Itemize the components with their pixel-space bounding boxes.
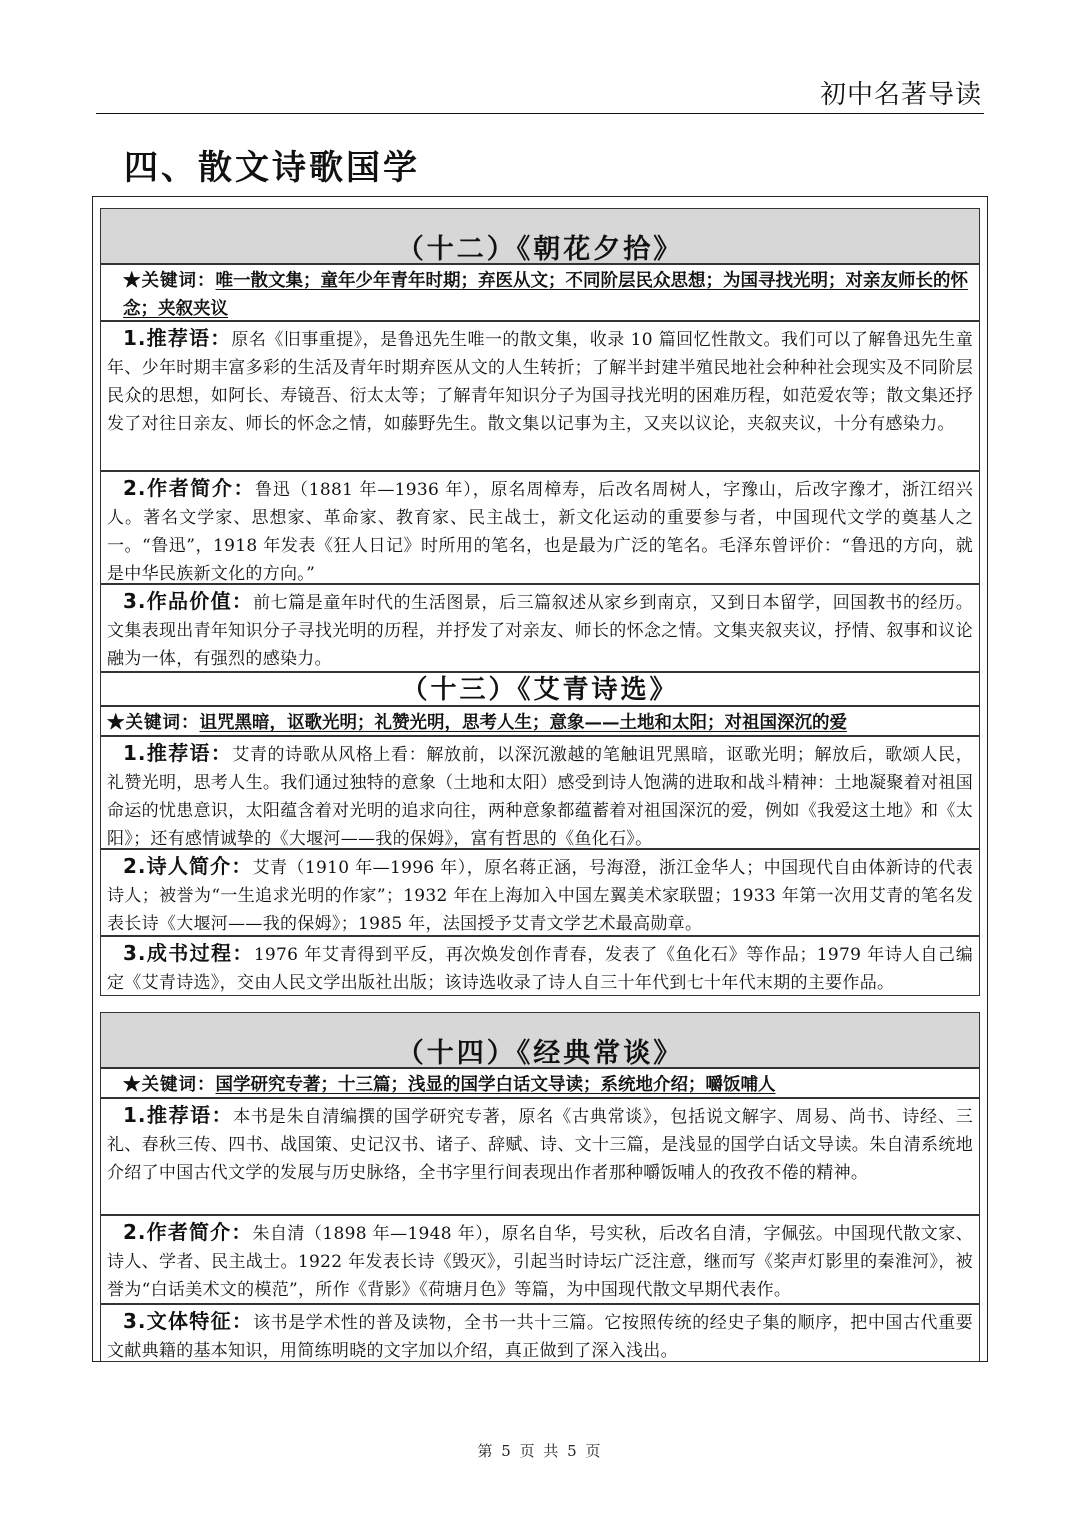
keywords-text: 国学研究专著；十三篇；浅显的国学白话文导读；系统地介绍；嚼饭哺人: [215, 1075, 776, 1095]
keywords-text: 唯一散文集；童年少年青年时期；弃医从文；不同阶层民众思想；为国寻找光明；对亲友师长的怀念；夹叙夹议: [123, 271, 968, 319]
item-text: 鲁迅（1881 年—1936 年），原名周樟寿，后改名周树人，字豫山，后改字豫才，浙江绍兴人。著名文学家、思想家、革命家、教育家、民主战士，新文化运动的重要参与者，中国现代文学的奠基人之一。“鲁迅”，1918 年发表《狂人日记》时所用的笔名，也是最为广泛的笔名。毛泽东曾评价：“鲁迅的方向，就是中华民族新文化的方向。”: [107, 480, 973, 584]
item-label: 3.文体特征：: [123, 1309, 254, 1333]
item-label: 3.作品价值：: [123, 589, 254, 613]
item-text: 1976 年艾青得到平反，再次焕发创作青春，发表了《鱼化石》等作品；1979 年诗人自己编定《艾青诗选》，交由人民文学出版社出版；该诗选收录了诗人自三十年代到七十年代末期的主要作品。: [107, 945, 973, 993]
header-title: 初中名著导读: [819, 80, 982, 110]
keywords-label: ★关键词：: [123, 1075, 216, 1095]
genre-row: [100, 1304, 980, 1362]
item-text: 前七篇是童年时代的生活图景，后三篇叙述从家乡到南京，又到日本留学，回国教书的经历。文集表现出青年知识分子寻找光明的历程，并抒发了对亲友、师长的怀念之情。文集夹叙夹议，抒情、叙事和议论融为一体，有强烈的感染力。: [107, 593, 973, 669]
item-label: 1.推荐语：: [123, 1103, 234, 1127]
item-label: 3.成书过程：: [123, 941, 254, 965]
section-title: 四、散文诗歌国学: [124, 148, 420, 188]
book-title: （十四）《经典常谈》: [100, 1012, 980, 1068]
item-text: 艾青（1910 年—1996 年），原名蒋正涵，号海澄，浙江金华人；中国现代自由体新诗的代表诗人；被誉为“一生追求光明的作家”；1932 年在上海加入中国左翼美术家联盟；1933 年第一次用艾青的笔名发表长诗《大堰河——我的保姆》；1985 年，法国授予艾青文学艺术最高勋章。: [107, 858, 973, 934]
item-text: 本书是朱自清编撰的国学研究专著，原名《古典常谈》，包括说文解字、周易、尚书、诗经、三礼、春秋三传、四书、战国策、史记汉书、诸子、辞赋、诗、文十三篇，是浅显的国学白话文导读。朱自清系统地介绍了中国古代文学的发展与历史脉络，全书字里行间表现出作者那种嚼饭哺人的孜孜不倦的精神。: [107, 1107, 973, 1183]
item-label: 2.作者简介：: [123, 1220, 253, 1244]
keywords-text: 诅咒黑暗，讴歌光明；礼赞光明，思考人生；意象——土地和太阳；对祖国深沉的爱: [199, 713, 847, 733]
page-footer: 第 5 页 共 5 页: [477, 1442, 603, 1460]
keywords-row: [100, 706, 980, 736]
recommendation-row: [100, 321, 980, 471]
author-row: [100, 1215, 980, 1304]
recommendation-row: [100, 736, 980, 849]
book-title: （十三）《艾青诗选》: [100, 672, 980, 706]
item-label: 1.推荐语：: [123, 741, 233, 765]
item-label: 2.作者简介：: [123, 476, 256, 500]
item-text: 艾青的诗歌从风格上看：解放前，以深沉激越的笔触诅咒黑暗，讴歌光明；解放后，歌颂人民，礼赞光明，思考人生。我们通过独特的意象（土地和太阳）感受到诗人饱满的进取和战斗精神：土地凝聚着对祖国命运的忧患意识，太阳蕴含着对光明的追求向往，两种意象都蕴蓄着对祖国深沉的爱，例如《我爱这土地》和《太阳》；还有感情诚挚的《大堰河——我的保姆》，富有哲思的《鱼化石》。: [107, 745, 973, 849]
value-row: [100, 584, 980, 672]
keywords-label: ★关键词：: [107, 713, 200, 733]
process-row: [100, 936, 980, 996]
recommendation-row: [100, 1098, 980, 1215]
item-text: 朱自清（1898 年—1948 年），原名自华，号实秋，后改名自清，字佩弦。中国现代散文家、诗人、学者、民主战士。1922 年发表长诗《毁灭》，引起当时诗坛广泛注意，继而写《桨声灯影里的秦淮河》，被誉为“白话美术文的模范”，所作《背影》《荷塘月色》等篇，为中国现代散文早期代表作。: [107, 1224, 973, 1300]
item-label: 2.诗人简介：: [123, 854, 253, 878]
item-text: 该书是学术性的普及读物，全书一共十三篇。它按照传统的经史子集的顺序，把中国古代重要文献典籍的基本知识，用简练明晓的文字加以介绍，真正做到了深入浅出。: [107, 1313, 973, 1361]
keywords-row: [100, 1068, 980, 1098]
keywords-label: ★关键词：: [123, 271, 216, 291]
book-title: （十二）《朝花夕拾》: [100, 208, 980, 264]
keywords-row: [100, 264, 980, 321]
poet-row: [100, 849, 980, 936]
item-label: 1.推荐语：: [123, 326, 232, 350]
author-row: [100, 471, 980, 584]
item-text: 原名《旧事重提》，是鲁迅先生唯一的散文集，收录 10 篇回忆性散文。我们可以了解鲁迅先生童年、少年时期丰富多彩的生活及青年时期弃医从文的人生转折；了解半封建半殖民地社会种种社会现实及不同阶层民众的思想，如阿长、寿镜吾、衍太太等；了解青年知识分子为国寻找光明的困难历程，如范爱农等；散文集还抒发了对往日亲友、师长的怀念之情，如藤野先生。散文集以记事为主，又夹以议论，夹叙夹议，十分有感染力。: [107, 330, 974, 434]
header-rule: [96, 113, 984, 114]
